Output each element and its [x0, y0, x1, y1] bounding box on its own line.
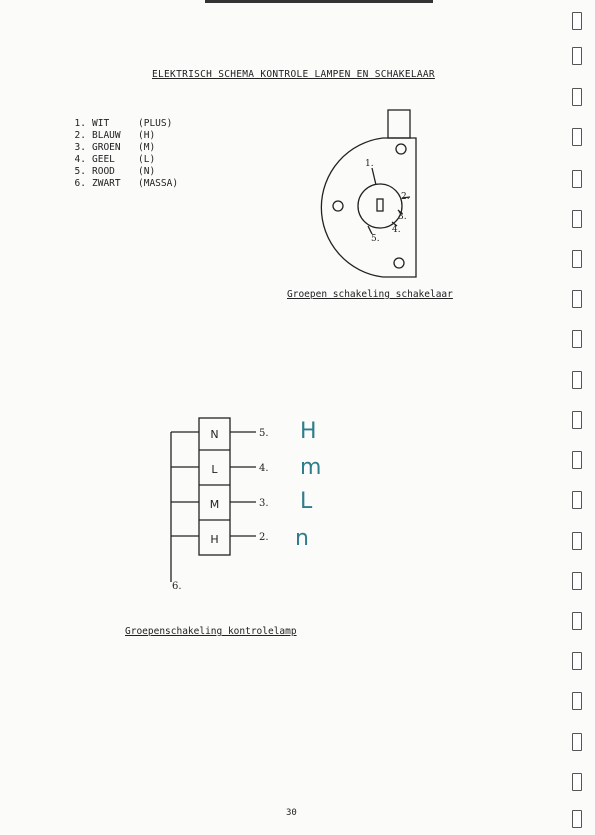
- legend-color: BLAUW: [92, 130, 121, 141]
- legend-number: 6.: [74, 178, 86, 189]
- binding-hole: [572, 733, 582, 751]
- lamp-diagram-caption: Groepenschakeling kontrolelamp: [125, 626, 297, 637]
- lamp-letter: L: [211, 463, 218, 476]
- binding-hole: [572, 532, 582, 550]
- binding-hole: [572, 88, 582, 106]
- legend-number: 5.: [74, 166, 86, 177]
- switch-diagram-caption: Groepen schakeling schakelaar: [287, 289, 453, 300]
- binding-hole: [572, 128, 582, 146]
- binding-hole: [572, 612, 582, 630]
- binding-hole: [572, 491, 582, 509]
- legend-function: (PLUS): [138, 118, 173, 129]
- terminal-label: 4.: [392, 225, 401, 235]
- binding-hole: [572, 47, 582, 65]
- binding-hole: [572, 210, 582, 228]
- legend-color: ROOD: [92, 166, 115, 177]
- page-title: ELEKTRISCH SCHEMA KONTROLE LAMPEN EN SCHAKELAAR: [152, 69, 435, 80]
- terminal-label: 2.: [401, 192, 410, 202]
- binding-hole: [572, 371, 582, 389]
- lamp-letter: N: [210, 428, 219, 441]
- handwritten-note: m: [300, 455, 322, 480]
- binding-hole: [572, 810, 582, 828]
- binding-hole: [572, 330, 582, 348]
- handwritten-note: L: [300, 489, 313, 514]
- legend-function: (N): [138, 166, 156, 177]
- handwritten-note: H: [300, 419, 317, 444]
- binding-hole: [572, 451, 582, 469]
- legend-function: (H): [138, 130, 156, 141]
- binding-hole: [572, 170, 582, 188]
- binding-hole: [572, 572, 582, 590]
- legend-color: GROEN: [92, 142, 121, 153]
- legend-color: GEEL: [92, 154, 115, 165]
- terminal-label: 3.: [259, 498, 269, 509]
- page-number: 30: [286, 808, 297, 818]
- terminal-label: 5.: [371, 234, 380, 244]
- terminal-label: 4.: [259, 463, 269, 474]
- legend-color: WIT: [92, 118, 110, 129]
- legend-number: 3.: [74, 142, 86, 153]
- legend-function: (L): [138, 154, 156, 165]
- terminal-label: 3.: [398, 212, 407, 222]
- binding-hole: [572, 773, 582, 791]
- legend-number: 2.: [74, 130, 86, 141]
- binding-hole: [572, 692, 582, 710]
- lamp-letter: H: [210, 533, 219, 546]
- terminal-label: 5.: [259, 428, 269, 439]
- binding-hole: [572, 12, 582, 30]
- binding-hole: [572, 250, 582, 268]
- legend-function: (M): [138, 142, 156, 153]
- legend-function: (MASSA): [138, 178, 179, 189]
- binding-hole: [572, 290, 582, 308]
- legend-number: 1.: [74, 118, 86, 129]
- terminal-label: 1.: [365, 159, 374, 169]
- lamp-letter: M: [209, 498, 220, 511]
- terminal-label: 2.: [259, 532, 269, 543]
- handwritten-note: n: [295, 526, 309, 551]
- ground-terminal-label: 6.: [172, 581, 182, 592]
- legend-color: ZWART: [92, 178, 121, 189]
- legend-number: 4.: [74, 154, 86, 165]
- binding-hole: [572, 652, 582, 670]
- binding-hole: [572, 411, 582, 429]
